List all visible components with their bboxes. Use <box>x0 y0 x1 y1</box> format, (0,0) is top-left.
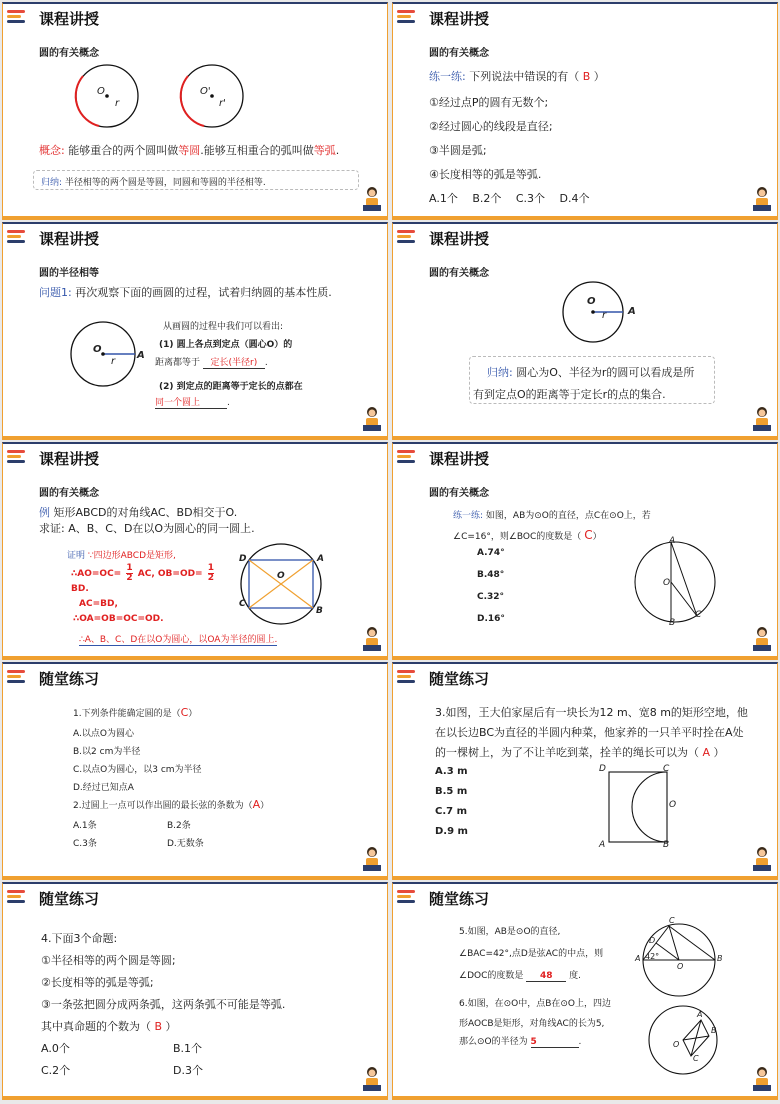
logo-icon <box>397 9 417 25</box>
statement-2: ②经过圆心的线段是直径; <box>429 120 553 133</box>
teacher-icon <box>361 1065 383 1093</box>
teacher-icon <box>361 185 383 213</box>
slide-9[interactable] <box>2 882 388 1100</box>
option-a: A.74° <box>477 548 505 558</box>
logo-icon <box>7 9 27 25</box>
slide-title: 课程讲授 <box>429 10 490 28</box>
point-label: B <box>663 840 670 850</box>
option-c: C.3条 <box>73 839 97 849</box>
point-label: D <box>649 936 656 945</box>
teacher-icon <box>361 405 383 433</box>
question-6-line: 那么⊙O的半径为 5 . <box>459 1037 582 1047</box>
slide-8[interactable] <box>392 662 778 880</box>
rectangle-circle-figure <box>641 1002 731 1082</box>
summary-text: 归纳: 半径相等的两个圆是等圆，同圆和等圆的半径相等. <box>41 178 266 188</box>
slide-title: 课程讲授 <box>429 450 490 468</box>
section-subtitle: 圆的有关概念 <box>39 488 99 499</box>
point-label: A <box>137 350 145 361</box>
point-label: A <box>628 306 636 317</box>
center-label: O' <box>200 86 211 97</box>
summary-line: 归纳: 圆心为O、半径为r的圆可以看成是所 <box>487 366 695 379</box>
option-a: A.3 m <box>435 766 468 777</box>
center-label: O <box>97 86 105 97</box>
statement-1: ①半径相等的两个圆是等圆; <box>41 954 176 967</box>
statement-4: ④长度相等的弧是等弧. <box>429 168 542 181</box>
slide-3[interactable] <box>2 222 388 440</box>
observation-line: 从画圆的过程中我们可以看出: <box>163 322 284 332</box>
point-label: C <box>239 599 246 609</box>
slide-6[interactable] <box>392 442 778 660</box>
equal-circles-figure <box>3 54 388 144</box>
radius-label: r <box>115 98 120 109</box>
slide-title: 随堂练习 <box>429 890 490 908</box>
slide-title: 课程讲授 <box>39 230 100 248</box>
observation-line: 同一个圆上 . <box>155 395 230 409</box>
answer-options: A.1个 B.2个 C.3个 D.4个 <box>429 192 590 205</box>
point-label: C <box>695 610 702 620</box>
option-d: D.16° <box>477 614 505 624</box>
point-label: B <box>711 1026 717 1035</box>
radius-label: r' <box>219 98 226 109</box>
teacher-icon <box>751 185 773 213</box>
point-label: A <box>317 554 324 564</box>
center-label: O <box>663 578 671 588</box>
proof-conclusion: ∴A、B、C、D在以O为圆心，以OA为半径的圆上. <box>79 632 277 646</box>
option-d: D.经过已知点A <box>73 783 134 793</box>
center-label: O <box>277 571 285 581</box>
option-b: B.2条 <box>167 821 191 831</box>
statement-1: ①经过点P的圆有无数个; <box>429 96 549 109</box>
question-line: 的一棵树上，为了不让羊吃到菜，拴羊的绳长可以为（ A ） <box>435 746 725 759</box>
summary-line: 有到定点O的距离等于定长r的点的集合. <box>473 388 666 401</box>
slide-title: 随堂练习 <box>39 670 100 688</box>
observation-line: 距离都等于 定长(半径r) . <box>155 355 268 369</box>
example-text: 例 矩形ABCD的对角线AC、BD相交于O. <box>39 506 238 519</box>
option-b: B.1个 <box>173 1042 203 1055</box>
option-c: C.32° <box>477 592 505 602</box>
center-label: O <box>669 800 677 810</box>
slide-1[interactable] <box>2 2 388 220</box>
question-5-line: 5.如图，AB是⊙O的直径, <box>459 927 561 937</box>
question-5-line: ∠BAC=42°,点D是弦AC的中点，则 <box>459 949 604 959</box>
circle-figure <box>553 278 673 358</box>
option-a: A.1条 <box>73 821 97 831</box>
radius-label: r <box>111 356 116 367</box>
option-b: B.5 m <box>435 786 468 797</box>
slide-title: 课程讲授 <box>429 230 490 248</box>
question-text: 练一练: 下列说法中错误的有（ B ） <box>429 70 605 83</box>
logo-icon <box>397 449 417 465</box>
option-b: B.48° <box>477 570 505 580</box>
teacher-icon <box>751 1065 773 1093</box>
proof-line: AC=BD, <box>79 599 118 609</box>
proof-line: 证明 ∵四边形ABCD是矩形, <box>67 551 176 561</box>
teacher-icon <box>751 625 773 653</box>
option-d: D.3个 <box>173 1064 203 1077</box>
concept-text: 概念: 能够重合的两个圆叫做等圆.能够互相重合的弧叫做等弧. <box>39 144 340 157</box>
proof-line: ∴OA=OB=OC=OD. <box>73 614 164 624</box>
statement-3: ③一条弦把圆分成两条弧，这两条弧不可能是等弧. <box>41 998 286 1011</box>
point-label: A <box>635 954 641 963</box>
option-d: D.9 m <box>435 826 468 837</box>
point-label: A <box>669 536 676 546</box>
slide-title: 课程讲授 <box>39 450 100 468</box>
logo-icon <box>7 889 27 905</box>
center-label: O <box>677 962 684 971</box>
point-label: C <box>663 764 670 774</box>
option-a: A.以点O为圆心 <box>73 729 134 739</box>
observation-line: (2) 到定点的距离等于定长的点都在 <box>159 382 303 392</box>
question-5-line: ∠DOC的度数是 48 度. <box>459 971 581 981</box>
section-subtitle: 圆的半径相等 <box>39 268 99 279</box>
proof-line: BD. <box>71 584 89 594</box>
question-1: 1.下列条件能确定圆的是（C） <box>73 706 198 719</box>
slide-5[interactable] <box>2 442 388 660</box>
option-c: C.2个 <box>41 1064 71 1077</box>
point-label: A <box>599 840 606 850</box>
question-text: 其中真命题的个数为（ B ） <box>41 1020 177 1033</box>
option-c: C.以点O为圆心，以3 cm为半径 <box>73 765 202 775</box>
slide-title: 随堂练习 <box>429 670 490 688</box>
section-subtitle: 圆的有关概念 <box>429 488 489 499</box>
statement-3: ③半圆是弧; <box>429 144 487 157</box>
section-subtitle: 圆的有关概念 <box>39 48 99 59</box>
slide-4[interactable] <box>392 222 778 440</box>
question-2: 2.过圆上一点可以作出圆的最长弦的条数为（A） <box>73 798 270 811</box>
point-label: C <box>693 1054 699 1063</box>
point-label: A <box>697 1010 703 1019</box>
slide-10[interactable] <box>392 882 778 1100</box>
teacher-icon <box>751 845 773 873</box>
point-label: B <box>316 606 323 616</box>
circle-diameter-figure <box>629 536 729 636</box>
question-6-line: 形AOCB是矩形，对角线AC的长为5, <box>459 1019 605 1029</box>
point-label: D <box>599 764 606 774</box>
option-a: A.0个 <box>41 1042 70 1055</box>
section-subtitle: 圆的有关概念 <box>429 268 489 279</box>
question-text: ∠C=16°，则∠BOC的度数是（ C） <box>453 528 602 542</box>
slide-2[interactable] <box>392 2 778 220</box>
proof-line: ∴AO=OC= $\frac{1}{2}$ AC, OB=OD= $\frac{1}{2}$ <box>71 563 215 583</box>
point-label: B <box>669 618 676 628</box>
logo-icon <box>397 229 417 245</box>
point-label: C <box>669 916 675 925</box>
slide-title: 课程讲授 <box>39 10 100 28</box>
section-subtitle: 圆的有关概念 <box>429 48 489 59</box>
question-6-line: 6.如图，在⊙O中，点B在⊙O上，四边 <box>459 999 612 1009</box>
logo-icon <box>397 889 417 905</box>
center-label: O <box>673 1040 680 1049</box>
radius-label: r <box>602 310 607 321</box>
logo-icon <box>7 669 27 685</box>
logo-icon <box>397 669 417 685</box>
question-text: 问题1: 再次观察下面的画圆的过程，试着归纳圆的基本性质. <box>39 286 332 299</box>
center-label: O <box>587 296 596 307</box>
teacher-icon <box>361 845 383 873</box>
option-d: D.无数条 <box>167 839 204 849</box>
question-line: 在以长边BC为直径的半圆内种菜，他家养的一只羊平时拴在A处 <box>435 726 744 739</box>
option-b: B.以2 cm为半径 <box>73 747 141 757</box>
center-label: O <box>93 344 102 355</box>
slide-title: 随堂练习 <box>39 890 100 908</box>
observation-line: (1) 圆上各点到定点（圆心O）的 <box>159 340 293 350</box>
teacher-icon <box>361 625 383 653</box>
question-line: 3.如图，王大伯家屋后有一块长为12 m、宽8 m的矩形空地，他 <box>435 706 748 719</box>
teacher-icon <box>751 405 773 433</box>
question-text: 4.下面3个命题: <box>41 932 118 945</box>
logo-icon <box>7 449 27 465</box>
option-c: C.7 m <box>435 806 467 817</box>
point-label: D <box>239 554 247 564</box>
example-text: 求证: A、B、C、D在以O为圆心的同一圆上. <box>39 522 255 535</box>
point-label: B <box>717 954 723 963</box>
angle-label: 42° <box>645 952 660 961</box>
question-text: 练一练: 如图，AB为⊙O的直径，点C在⊙O上，若 <box>453 511 651 521</box>
logo-icon <box>7 229 27 245</box>
slide-7[interactable] <box>2 662 388 880</box>
statement-2: ②长度相等的弧是等弧; <box>41 976 154 989</box>
